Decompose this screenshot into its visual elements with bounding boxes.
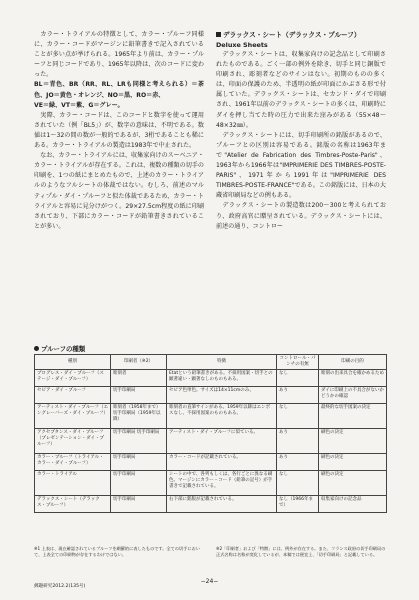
table-row: [35, 429, 387, 454]
paragraph: カラー・トライアルの特徴として、カラー・プルーフ同様に、カラー・コードがマージンに鉛筆書きで記入されていることが多い点が挙げられる。1965年より前は、カラー・プルーフと同じコードであり、1965年以降は、次のコードに変わった。: [34, 31, 204, 79]
cell-printer: 切手印刷局: [111, 471, 167, 496]
left-column: [34, 30, 204, 232]
cell-type: プログレス・ダイ・プルーフ（ステージ・ダイ・プルーフ）: [35, 370, 111, 387]
publication-footer: 郵趣研究2012.2(135号): [34, 584, 86, 589]
paragraph: なお、カラー・トライアルには、収集家向けのスーベニア・カラー・トライアルが存在する。これは、複数の種類の切手の印刷を、1つの紙にまとめたもので、上述のカラー・トライアルのようなフルシートの体裁ではない。むしろ、前述のマルティプル・ダイ・プルーフと似た体裁であるため、カラー・トライアルと容易に見分けがつく。29×27.5cm程度の紙に印刷されており、下部にカラー・コードが鉛筆書きされていることが多い。: [34, 152, 205, 230]
header-printer: 印刷者（※2）: [111, 355, 167, 370]
table-notes: [34, 546, 386, 558]
table-header-row: [35, 355, 387, 370]
cell-purpose: 刷色の決定: [319, 454, 387, 471]
cell-features: 彫刻者の直筆サインがある。1959年以降はエンボスなし、不採用図案のものもある。: [167, 404, 277, 429]
circle-bullet-icon: [34, 346, 39, 351]
paragraph: 実際、カラー・コードは、このコードと数字を使って運用されていた（例「BL5」）が、数字の意味は、不明である。数値は1〜32の間の数が一般的であるが、3桁であることも稀にある。カラー・トライアルの製造は1983年で中止された。: [34, 111, 204, 150]
cell-printer: 彫刻者（1958年まで）切手印刷局（1959年以降）: [111, 404, 167, 429]
cell-purpose: 刷色の決定: [319, 471, 387, 496]
header-control-punch: コントロール・パンチの有無: [277, 355, 319, 370]
table-row: [35, 387, 387, 404]
cell-control-punch: あり: [277, 454, 319, 471]
paragraph: デラックス・シートの製造数は200〜300と考えられており、政府高官に贈呈されている。デラックス・シートには、前述の通り、コントロー: [216, 202, 386, 230]
header-features: 特徴: [167, 355, 277, 370]
section-heading-text: デラックス・シート（デラックス・プルーフ）: [223, 31, 361, 39]
table-row: [35, 496, 387, 513]
cell-type: アーティスト・ダイ・プルーフ（エングレーバーズ・ダイ・プルーフ）: [35, 404, 111, 429]
table-row: [35, 454, 387, 471]
table-title-text: プルーフの種類: [41, 345, 86, 353]
cell-printer: 切手印刷局: [111, 387, 167, 404]
cell-features: Etatという鉛筆書きがある。不採用図案・切手との顕著違い・顕著なしのものもある。: [167, 370, 277, 387]
table-row: [35, 370, 387, 387]
cell-features: シートの中で、各列もしくは、各行ごとに異なる刷色。マージンにカラー・コード（鉛筆の記号）が手書きで記載されている。: [167, 471, 277, 496]
paragraph: デラックス・シートには、切手印刷所の銘版があるので、プルーフとの区別は容易である。銘版の名称は1963年まで"Atelier de Fabrication des Timbres-Poste-Paris"、1963年から1966年は"IMPRIMERIE DES TIMBRES-POSTE-PARIS"、1971年から1991年は"IMPRIMERIE DES TIMBRES-POSTE-FRANCE"である。この銘版には、日本の大蔵省印刷局などの例もある。: [216, 131, 386, 200]
cell-purpose: 最終的な切手図案の決定: [319, 404, 387, 429]
cell-control-punch: あり: [277, 387, 319, 404]
cell-printer: 彫刻者: [111, 370, 167, 387]
cell-type: セピア・ダイ・プルーフ: [35, 387, 111, 404]
cell-type: アクセプタンス・ダイ・プルーフ（プレゼンテーション・ダイ・プルーフ）: [35, 429, 111, 454]
header-purpose: 印刷の目的: [319, 355, 387, 370]
cell-type: カラー・トライアル: [35, 471, 111, 496]
cell-printer: 切手印刷局 切手印刷局: [111, 429, 167, 454]
cell-type: カラー・プルーフ（トライアル・カラー・ダイ・プルーフ）: [35, 454, 111, 471]
cell-control-punch: なし（1966年まで）: [277, 496, 319, 513]
note-right: ※2「印刷者」および「特徴」には、例外が存在する。また、フランス政府の切手印刷局の正式名称は名称が変化しているが、本稿では便宜上、「切手印刷局」と記載している。: [216, 546, 386, 557]
header-type: 種別: [35, 355, 111, 370]
cell-control-punch: あり: [277, 429, 319, 454]
cell-features: アーティスト・ダイ・プルーフに似ている。: [167, 429, 277, 454]
section-heading: [216, 30, 386, 40]
cell-control-punch: なし: [277, 370, 319, 387]
cell-purpose: 刷色の決定: [319, 429, 387, 454]
table-row: [35, 404, 387, 429]
table-row: [35, 471, 387, 496]
color-code-list: BL＝青色、BR（RR、RL、LRも同様と考えられる）＝茶色、JO＝黄色・オレンジ、NO＝黒、RO＝赤、: [34, 81, 204, 99]
square-bullet-icon: [216, 32, 221, 37]
cell-control-punch: なし: [277, 471, 319, 496]
color-code-list-continued: VE＝緑、VT＝紫、G＝グレー。: [34, 101, 124, 109]
page-number: −24−: [200, 578, 219, 585]
section-subtitle: Deluxe Sheets: [216, 41, 268, 49]
cell-purpose: 彫刻の出来具合を確かめるため: [319, 370, 387, 387]
cell-purpose: ダイに印刷上の不具合がないかどうかの確認: [319, 387, 387, 404]
cell-type: デラックス・シート（デラックス・プルーフ）: [35, 496, 111, 513]
note-left: ※1 上表は、現在確認されているプルーフを網羅的に表したものです。全ての切手において、上表全ての印刷物が存在するわけではない。: [34, 546, 200, 557]
paragraph: デラックス・シートは、収集家向けの記念品として印刷されたものである。ごく一部の例外を除き、切手と同じ銅版で印刷され、彫刻者などのサインはない。初期のものの多くは、印面の保護のため、半透明の紙が印面にかぶさる形で付属していた。デラックス・シートは、セカンド・ダイで印刷され、1961年以前のデラックス・シートの多くは、印刷時にダイを押し当てた時の圧力で出来た窪みがある（55×48〜48×32㎜）。: [216, 51, 386, 129]
cell-printer: 切手印刷局: [111, 454, 167, 471]
table-title: [34, 344, 85, 353]
cell-features: カラー・コードが記載されている。: [167, 454, 277, 471]
cell-purpose: 収集家向けの記念品: [319, 496, 387, 513]
proof-types-table: [34, 354, 387, 513]
cell-features: セピア色単色。サイズは14×11cmのみ。: [167, 387, 277, 404]
cell-features: 右下部に銘版が記載されている。: [167, 496, 277, 513]
cell-printer: 切手印刷局: [111, 496, 167, 513]
cell-control-punch: なし: [277, 404, 319, 429]
right-column: [216, 30, 386, 232]
